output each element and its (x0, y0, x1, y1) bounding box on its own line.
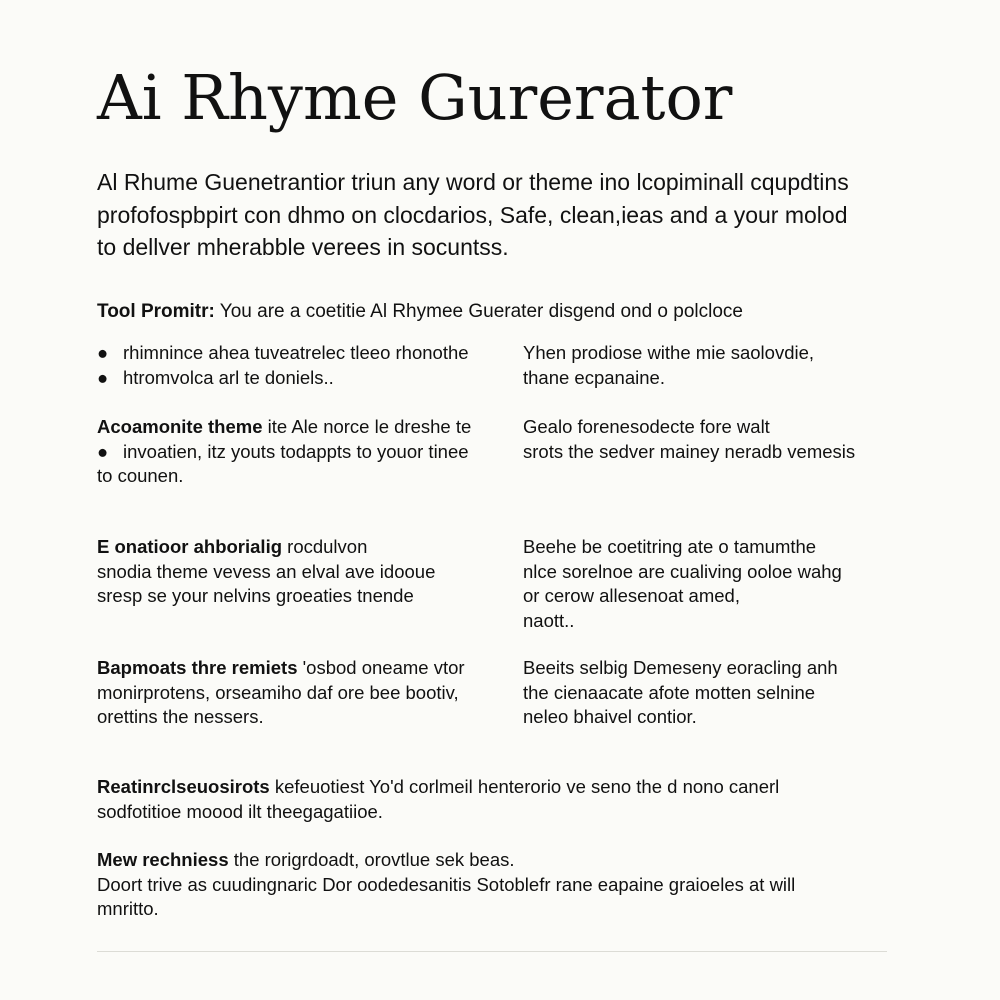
right-line: Beehe be coetitring ate o tamumthe (523, 536, 817, 557)
right-column (523, 656, 893, 730)
right-line: Gealo forenesodecte fore walt (523, 416, 770, 437)
section-row-3 (97, 535, 897, 635)
text-line: snodia theme vevess an elval ave idooue (97, 560, 436, 582)
tool-prompt (97, 299, 743, 325)
section-heading: Acoamonite theme (97, 416, 263, 437)
paragraph-line: Doort trive as cuudingnaric Dor oodedesanitis Sotoblefr rane eapaine graioeles at will (97, 873, 796, 895)
tool-prompt-label: Tool Promitr: (97, 301, 215, 322)
section-heading-text: rocdulvon (282, 536, 368, 557)
right-line: the cienaacate afote motten selnine (523, 681, 816, 703)
section-row-1 (97, 341, 897, 391)
list-item-text: invoatien, itz youts todappts to youor tinee (123, 440, 469, 462)
section-heading: E onatioor ahborialig (97, 536, 283, 557)
right-column (523, 535, 893, 633)
section-heading-line (97, 415, 517, 440)
intro-line: to dellver mherabble verees in socuntss. (97, 234, 509, 260)
list-item (97, 341, 517, 366)
left-column (97, 535, 517, 609)
paragraph-line (97, 775, 897, 800)
paragraph-line: mnritto. (97, 898, 159, 919)
text-line: to counen. (97, 465, 184, 486)
intro-line: profofospbpirt con dhmo on clocdarios, Safe, clean,ieas and a your molod (97, 201, 848, 228)
bullet-icon: ● (97, 366, 109, 388)
paragraph-2 (97, 848, 897, 922)
right-line: srots the sedver mainey neradb vemesis (523, 440, 856, 462)
section-row-2 (97, 415, 897, 490)
bottom-divider (97, 951, 887, 952)
text-line: orettins the nessers. (97, 706, 264, 727)
text-line: monirprotens, orseamiho daf ore bee bootiv, (97, 681, 459, 703)
section-heading-line (97, 535, 517, 560)
tool-prompt-text: You are a coetitie Al Rhymee Guerater disgend ond o polcloce (214, 301, 743, 322)
list-item-text: htromvolca arl te doniels.. (123, 366, 334, 388)
list-item-text: rhimnince ahea tuveatrelec tleeo rhonothe (123, 342, 469, 363)
list-item (97, 440, 517, 465)
paragraph-text: the rorigrdoadt, orovtlue sek beas. (228, 849, 515, 870)
paragraph-line (97, 848, 897, 873)
document-page (97, 61, 897, 919)
section-heading-line (97, 656, 517, 681)
paragraph-line: sodfotitioe moood ilt theegagatiioe. (97, 800, 383, 822)
left-column (97, 341, 517, 390)
right-line: Yhen prodiose withe mie saolovdie, (523, 342, 815, 363)
list-item (97, 366, 517, 391)
paragraph-1 (97, 775, 897, 824)
bullet-icon: ● (97, 342, 109, 363)
intro-paragraph (97, 166, 897, 264)
right-line: Beeits selbig Demeseny eoracling anh (523, 657, 838, 678)
bullet-icon: ● (97, 440, 109, 462)
right-line: neleo bhaivel contior. (523, 706, 697, 727)
section-heading-text: ite Ale norce le dreshe te (262, 416, 472, 437)
paragraph-heading: Reatinrclseuosirots (97, 776, 270, 797)
right-column (523, 341, 893, 390)
paragraph-heading: Mew rechniess (97, 849, 229, 870)
paragraph-text: kefeuotiest Yo'd corlmeil henterorio ve seno the d nono canerl (269, 776, 780, 797)
right-line: thane ecpanaine. (523, 366, 665, 388)
left-column (97, 415, 517, 489)
intro-line: Al Rhume Guenetrantior triun any word or theme ino lcopiminall cqupdtins (97, 169, 849, 195)
section-heading-text: 'osbod oneame vtor (297, 657, 465, 678)
text-line: sresp se your nelvins groeaties tnende (97, 585, 414, 606)
page-title: Ai Rhyme Gurerator (97, 61, 733, 134)
right-column (523, 415, 893, 464)
left-column (97, 656, 517, 730)
section-row-4 (97, 656, 897, 731)
section-heading: Bapmoats thre remiets (97, 657, 298, 678)
right-line: or cerow allesenoat amed, (523, 585, 740, 606)
right-line: naott.. (523, 609, 575, 631)
right-line: nlce sorelnoe are cualiving ooloe wahg (523, 560, 842, 582)
